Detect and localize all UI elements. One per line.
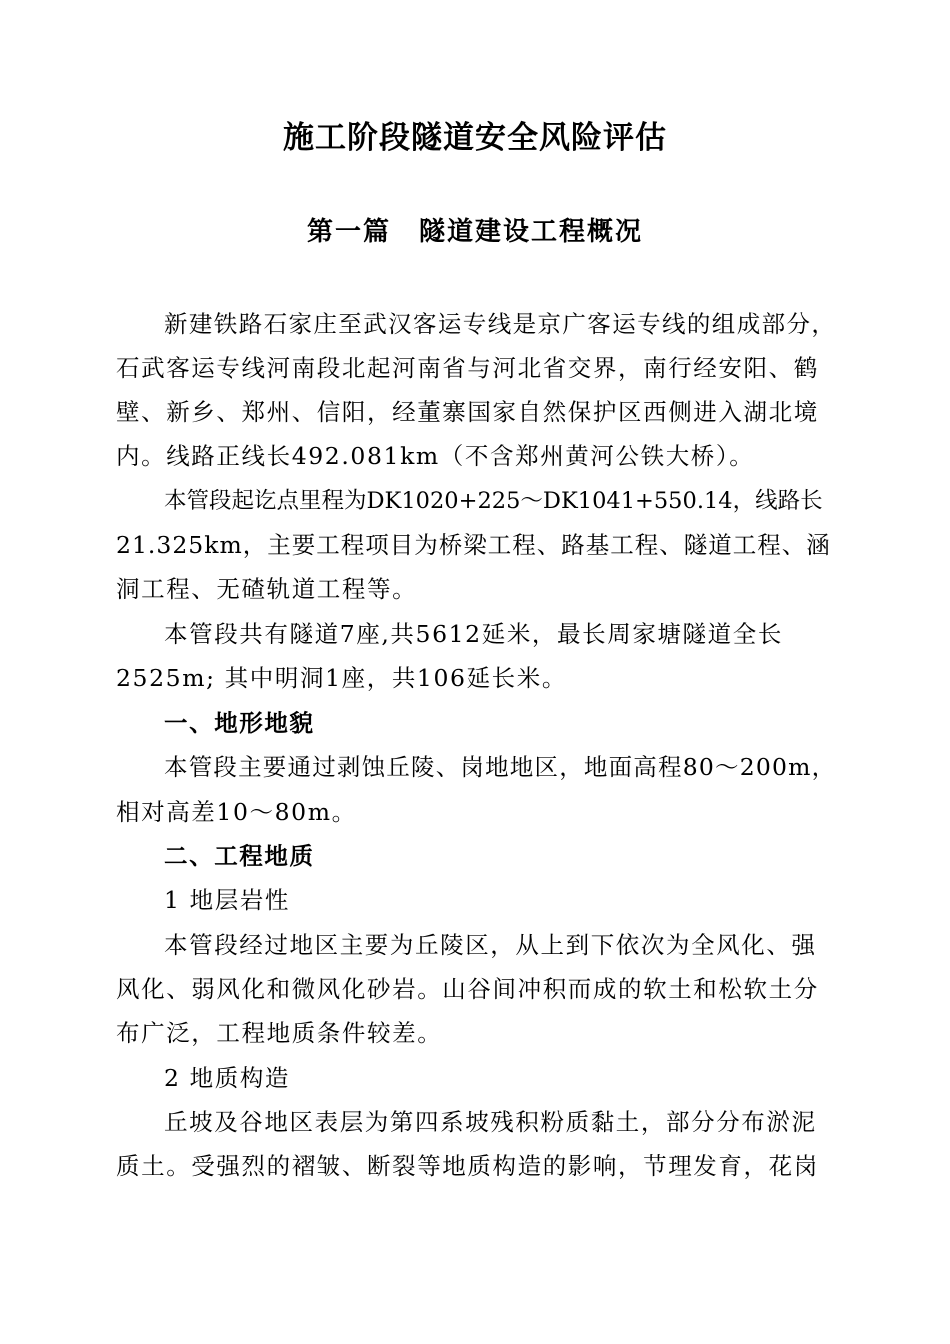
paragraph-line: 本管段经过地区主要为丘陵区，从上到下依次为全风化、强	[164, 931, 817, 959]
paragraph-line: 洞工程、无碴轨道工程等。	[116, 575, 418, 603]
paragraph-line: 丘坡及谷地区表层为第四系坡残积粉质黏土，部分分布淤泥	[164, 1108, 817, 1136]
paragraph-line: 2525m; 其中明洞1座，共106延长米。	[116, 664, 567, 692]
paragraph-line: 质土。受强烈的褶皱、断裂等地质构造的影响，节理发育，花岗	[116, 1152, 819, 1180]
paragraph-line: 本管段共有隧道7座,共5612延米，最长周家塘隧道全长	[164, 620, 783, 648]
paragraph-line: 布广泛，工程地质条件较差。	[116, 1019, 443, 1047]
paragraph-line: 21.325km，主要工程项目为桥梁工程、路基工程、隧道工程、涵	[116, 531, 831, 559]
subsection-heading: 1 地层岩性	[164, 886, 291, 914]
section-heading: 一、地形地貌	[164, 709, 315, 737]
paragraph-line: 本管段主要通过剥蚀丘陵、岗地地区，地面高程80～200m，	[164, 753, 837, 781]
paragraph-line: 相对高差10～80m。	[116, 798, 357, 826]
paragraph-line: 新建铁路石家庄至武汉客运专线是京广客运专线的组成部分，	[164, 310, 837, 338]
part-heading: 第一篇 隧道建设工程概况	[306, 217, 643, 247]
paragraph-line: 壁、新乡、郑州、信阳，经董寨国家自然保护区西侧进入湖北境	[116, 398, 819, 426]
paragraph-line: 内。线路正线长492.081km（不含郑州黄河公铁大桥）。	[116, 442, 755, 470]
paragraph-line: 风化、弱风化和微风化砂岩。山谷间冲积而成的软土和松软土分	[116, 975, 819, 1003]
section-heading: 二、工程地质	[164, 842, 315, 870]
paragraph-line: 本管段起讫点里程为DK1020+225～DK1041+550.14，线路长	[164, 488, 823, 514]
subsection-heading: 2 地质构造	[164, 1064, 291, 1092]
paragraph-line: 石武客运专线河南段北起河南省与河北省交界，南行经安阳、鹤	[116, 354, 819, 382]
document-title: 施工阶段隧道安全风险评估	[283, 120, 667, 156]
